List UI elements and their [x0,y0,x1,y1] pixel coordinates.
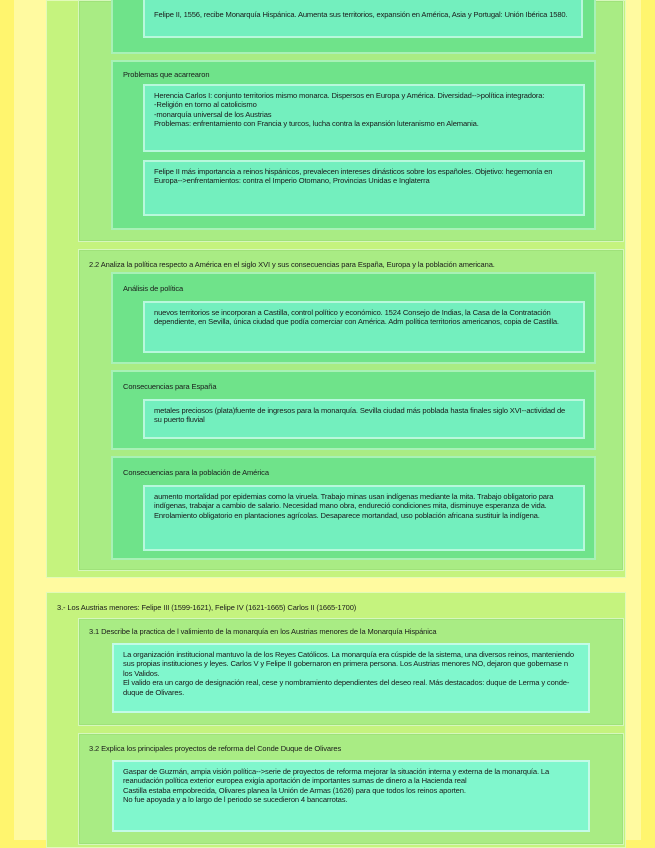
felipe-ii-node [143,0,583,38]
analysis-box [111,272,596,364]
section-3-2-heading: 3.2 Explica los principales proyectos de reforma del Conde Duque de Olivares [89,744,342,753]
spain-box [111,370,596,450]
problem-herencia-node [143,84,585,152]
valimiento-node [112,643,590,713]
section-3-heading: 3.- Los Austrias menores: Felipe III (1599-1621), Felipe IV (1621-1665) Carlos II (1665-1700) [57,603,357,612]
analysis-text: nuevos territorios se incorporan a Castilla, control político y económico. 1524 Consejo de Indias, la Casa de la Contratación dependiente, en Sevilla, única ciudad que podía comerciar con América. Adm política territorios americanos, copia de Castilla. [154,308,559,327]
spain-node [143,399,585,439]
america-box [111,456,596,560]
felipe-ii-box [111,0,596,54]
valimiento-text: La organización institucional mantuvo la de los Reyes Católicos. La monarquía era cúspide de la sistema, una diversos reinos, manteniendo sus propias instituciones y leyes. Carlos V y Felipe II gobernaron en primera persona. Los Austrias menores NO, dejaron que gobernase n los Validos. El valido era un cargo de designación real, cese y nombramiento dependientes del deseo real. Más destacados: duque de Lerma y conde-duque de Olivares. [123,650,574,697]
america-text: aumento mortalidad por epidemias como la viruela. Trabajo minas usan indígenas mediante la mita. Trabajo obligatorio para indígenas, trabajar a cambio de salario. Necesidad mano obra, endureció condiciones mita, disminuye esperanza de vida. Enrolamiento obligatorio en plantaciones agrícolas. Desaparece mortandad, uso población africana sustituir la indígena. [154,492,554,520]
problem-felipe-text: Felipe II más importancia a reinos hispánicos, prevalecen intereses dinásticos sobre los españoles. Objetivo: hegemonía en Europa-->enfrentamientos: contra el Imperio Otomano, Provincias Unidas e Inglaterra [154,167,553,186]
section-3-1-heading: 3.1 Describe la practica de l valimiento de la monarquía en los Austrias menores de la Monarquía Hispánica [89,627,437,636]
problems-heading: Problemas que acarrearon [123,70,210,79]
america-node [143,485,585,551]
america-heading: Consecuencias para la población de América [123,468,269,477]
olivares-text: Gaspar de Guzmán, ampia visión política-->serie de proyectos de reforma mejorar la situación interna y externa de la monarquía. La reanudación política exterior europea exigía aportación de importantes sumas de dinero a la Hacienda real Castilla estaba empobrecida, Olivares planea la Unión de Armas (1626) para que todos los reinos aporten. No fue apoyada y a lo largo de l periodo se sucedieron 4 bancarrotas. [123,767,550,805]
felipe-ii-text: Felipe II, 1556, recibe Monarquía Hispánica. Aumenta sus territorios, expansión en América, Asia y Portugal: Unión Ibérica 1580. [154,10,568,19]
section-2-2-heading: 2.2 Analiza la política respecto a América en el siglo XVI y sus consecuencias para España, Europa y la población americana. [89,260,495,269]
problem-herencia-text: Herencia Carlos I: conjunto territorios mismo monarca. Dispersos en Europa y América. Diversidad-->política integradora: -Religión en torno al catolicismo -monarquía universal de los Austrias Problemas: enfrentamiento con Francia y turcos, lucha contra la expansión luteranismo en Alemania. [154,91,545,129]
problems-box [111,60,596,230]
section-3-2-panel [78,733,624,845]
analysis-node [143,301,585,353]
spain-text: metales preciosos (plata)fuente de ingresos para la monarquía. Sevilla ciudad más poblada hasta finales siglo XVI--actividad de su puerto fluvial [154,406,566,425]
analysis-heading: Análisis de política [123,284,184,293]
problem-felipe-node [143,160,585,216]
spain-heading: Consecuencias para España [123,382,217,391]
olivares-node [112,760,590,832]
section-3-1-panel [78,618,624,726]
